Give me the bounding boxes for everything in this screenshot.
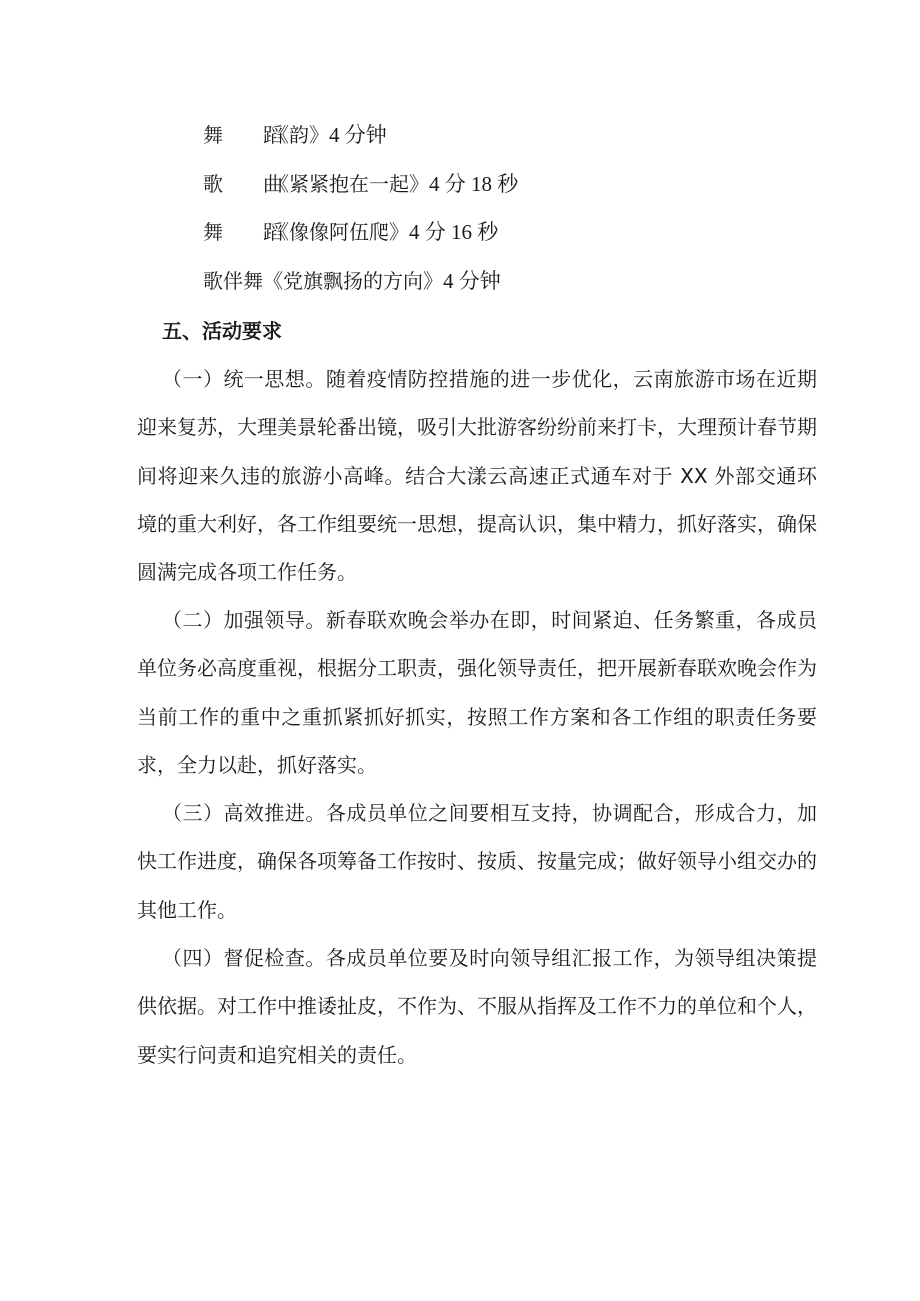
program-type: 歌伴舞 <box>203 268 263 293</box>
program-duration: 4 分 16 秒 <box>409 220 499 244</box>
program-type: 歌 曲 <box>203 171 283 196</box>
program-type: 舞 蹈 <box>203 123 283 147</box>
program-list <box>203 116 803 310</box>
program-item <box>203 213 803 262</box>
program-title: 《党旗飘扬的方向》 <box>263 268 443 293</box>
program-type: 舞 蹈 <box>203 220 283 244</box>
program-item <box>203 165 803 214</box>
paragraph-strengthen-leadership: （二）加强领导。新春联欢晚会举办在即，时间紧迫、任务繁重，各成员单位务必高度重视，根据分工职责，强化领导责任，把开展新春联欢晚会作为当前工作的重中之重抓紧抓好抓实，按照工作方案和各工作组的职责任务要求，全力以赴，抓好落实。 <box>137 608 817 777</box>
paragraph-efficient-progress: （三）高效推进。各成员单位之间要相互支持，协调配合，形成合力，加快工作进度，确保各项筹备工作按时、按质、按量完成；做好领导小组交办的其他工作。 <box>137 801 817 922</box>
program-duration: 4 分 18 秒 <box>429 171 519 196</box>
program-title: 《像像阿伍爬》 <box>269 220 409 244</box>
paragraph-unify-thinking: （一）统一思想。随着疫情防控措施的进一步优化，云南旅游市场在近期迎来复苏，大理美景轮番出镜，吸引大批游客纷纷前来打卡，大理预计春节期间将迎来久违的旅游小高峰。结合大漾云高速正式通车对于 XX 外部交通环境的重大利好，各工作组要统一思想，提高认识，集中精力，抓好落实，确保圆满完成各项工作任务。 <box>137 367 817 585</box>
paragraph-supervision-inspection: （四）督促检查。各成员单位要及时向领导组汇报工作，为领导组决策提供依据。对工作中推诿扯皮，不作为、不服从指挥及工作不力的单位和个人，要实行问责和追究相关的责任。 <box>137 946 817 1067</box>
program-duration: 4 分钟 <box>329 123 387 147</box>
program-duration: 4 分钟 <box>443 268 501 293</box>
section-heading: 五、活动要求 <box>162 319 282 343</box>
program-item <box>203 116 803 165</box>
program-item <box>203 262 803 311</box>
program-title: 《紧紧抱在一起》 <box>269 171 429 196</box>
program-title: 《韵》 <box>269 123 329 147</box>
